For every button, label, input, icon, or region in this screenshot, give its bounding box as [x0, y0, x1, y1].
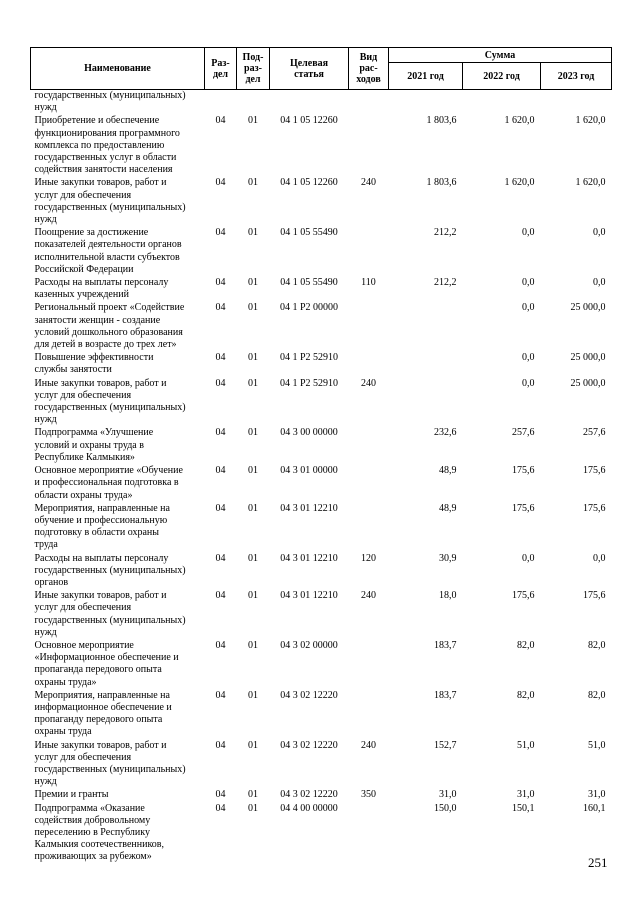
table-row [31, 302, 612, 352]
cell-2021: 212,2 [434, 227, 457, 239]
cell-2021: 152,7 [434, 739, 457, 751]
cell-target: 04 3 00 00000 [280, 427, 338, 439]
cell-2023: 82,0 [588, 639, 606, 651]
cell-podrazdel: 01 [248, 590, 258, 602]
cell-razdel: 04 [215, 227, 226, 239]
page-number: 251 [588, 855, 608, 870]
cell-kind [349, 115, 389, 177]
table-row [31, 503, 612, 553]
cell-podrazdel: 01 [248, 227, 258, 239]
cell-podrazdel: 01 [248, 552, 258, 564]
cell-name: Региональный проект «Содействие занятости женщин - создание условий дошкольного образования для детей в возрасте до трех лет» [34, 302, 185, 351]
cell-2022: 150,1 [512, 802, 535, 814]
cell-2023: 25 000,0 [570, 302, 606, 314]
cell-kind [349, 803, 389, 865]
table-row [31, 378, 612, 428]
cell-target: 04 3 01 12210 [280, 552, 338, 564]
cell-podrazdel: 01 [248, 277, 258, 289]
table-header [31, 48, 612, 90]
cell-podrazdel [237, 90, 270, 116]
cell-kind: 240 [361, 590, 376, 602]
cell-name: Иные закупки товаров, работ и услуг для обеспечения государственных (муниципальных) нужд [34, 377, 186, 426]
cell-razdel: 04 [215, 802, 226, 814]
cell-kind: 240 [361, 177, 376, 189]
cell-kind [349, 302, 389, 352]
cell-kind: 110 [361, 277, 376, 289]
cell-2022: 0,0 [522, 552, 535, 564]
table-row [31, 352, 612, 377]
cell-2021: 48,9 [439, 502, 457, 514]
cell-podrazdel: 01 [248, 802, 258, 814]
cell-2022: 1 620,0 [504, 177, 535, 189]
cell-target: 04 3 01 00000 [280, 465, 338, 477]
cell-2021: 232,6 [434, 427, 457, 439]
cell-2021: 1 803,6 [426, 115, 457, 127]
header-podrazdel: Под- раз- дел [237, 48, 270, 90]
cell-razdel: 04 [215, 427, 226, 439]
header-2022: 2022 год [463, 63, 541, 90]
cell-razdel: 04 [215, 739, 226, 751]
cell-razdel: 04 [215, 639, 226, 651]
header-razdel: Раз- дел [205, 48, 237, 90]
cell-podrazdel: 01 [248, 377, 258, 389]
table-row [31, 590, 612, 640]
cell-2021: 1 803,6 [426, 177, 457, 189]
cell-target: 04 1 05 55490 [280, 277, 338, 289]
cell-podrazdel: 01 [248, 639, 258, 651]
table-row [31, 427, 612, 465]
cell-2023 [541, 90, 612, 116]
cell-2022: 51,0 [517, 739, 535, 751]
cell-2022: 0,0 [522, 227, 535, 239]
cell-podrazdel: 01 [248, 427, 258, 439]
cell-name: Мероприятия, направленные на обучение и профессиональную подготовку в области охраны труда [34, 502, 170, 551]
cell-2022: 175,6 [512, 502, 535, 514]
cell-target: 04 1 P2 00000 [279, 302, 339, 314]
cell-kind [349, 503, 389, 553]
cell-2022: 175,6 [512, 590, 535, 602]
cell-2021: 183,7 [434, 639, 457, 651]
cell-2023: 31,0 [588, 789, 606, 801]
cell-target: 04 3 02 12220 [280, 739, 338, 751]
cell-razdel: 04 [215, 115, 226, 127]
cell-target: 04 3 02 12220 [280, 789, 338, 801]
cell-name: Премии и гранты [34, 789, 109, 801]
cell-2023: 25 000,0 [570, 352, 606, 364]
cell-kind: 240 [361, 739, 376, 751]
cell-target: 04 1 05 55490 [280, 227, 338, 239]
cell-2023: 257,6 [583, 427, 606, 439]
table-row [31, 690, 612, 740]
table-row [31, 553, 612, 591]
cell-name: Иные закупки товаров, работ и услуг для обеспечения государственных (муниципальных) нужд [34, 590, 186, 638]
cell-kind: 350 [361, 789, 376, 801]
cell-2023: 160,1 [583, 802, 606, 814]
cell-2022 [463, 90, 541, 116]
cell-kind [349, 427, 389, 465]
cell-name: Приобретение и обеспечение функционирования программного комплекса по предоставлению государственных услуг в области содействия занятости населения [34, 115, 180, 176]
table-row [31, 803, 612, 865]
cell-podrazdel: 01 [248, 302, 258, 314]
cell-2021: 150,0 [434, 802, 457, 814]
table-row [31, 227, 612, 277]
cell-target: 04 3 02 12220 [280, 689, 338, 701]
cell-razdel: 04 [215, 689, 226, 701]
cell-2023: 51,0 [588, 739, 606, 751]
cell-target: 04 1 P2 52910 [279, 352, 339, 364]
cell-name: Иные закупки товаров, работ и услуг для обеспечения государственных (муниципальных) нужд [34, 739, 186, 788]
cell-2021: 48,9 [439, 465, 457, 477]
cell-target [270, 90, 349, 116]
cell-kind [349, 90, 389, 116]
cell-podrazdel: 01 [248, 352, 258, 364]
cell-2022: 82,0 [517, 689, 535, 701]
cell-podrazdel: 01 [248, 115, 258, 127]
cell-2022: 31,0 [517, 789, 535, 801]
header-target: Целевая статья [270, 48, 349, 90]
cell-razdel: 04 [215, 377, 226, 389]
cell-2022: 0,0 [522, 352, 535, 364]
cell-razdel: 04 [215, 465, 226, 477]
cell-podrazdel: 01 [248, 739, 258, 751]
table-row [31, 90, 612, 116]
cell-razdel: 04 [215, 590, 226, 602]
cell-2023: 175,6 [583, 465, 606, 477]
cell-razdel: 04 [215, 352, 226, 364]
cell-name: Расходы на выплаты персоналу государственных (муниципальных) органов [34, 552, 186, 588]
cell-2022: 175,6 [512, 465, 535, 477]
cell-name: Подпрограмма «Оказание содействия добровольному переселению в Республику Калмыкия соотечественников, проживающих за рубежом» [34, 802, 165, 863]
cell-razdel: 04 [215, 177, 226, 189]
cell-podrazdel: 01 [248, 502, 258, 514]
cell-2023: 1 620,0 [575, 115, 606, 127]
table-body [31, 90, 612, 865]
cell-name: Мероприятия, направленные на информационное обеспечение и пропаганду передового опыта охраны труда [34, 689, 172, 738]
table-row [31, 740, 612, 790]
cell-razdel: 04 [215, 502, 226, 514]
cell-target: 04 4 00 00000 [280, 802, 338, 814]
cell-name: Поощрение за достижение показателей деятельности органов исполнительной власти субъектов Российской Федерации [34, 227, 182, 275]
cell-name: Иные закупки товаров, работ и услуг для обеспечения государственных (муниципальных) нужд [34, 177, 186, 226]
cell-razdel: 04 [215, 302, 226, 314]
cell-2022: 82,0 [517, 639, 535, 651]
cell-2023: 1 620,0 [575, 177, 606, 189]
cell-2021: 31,0 [439, 789, 457, 801]
cell-2022: 0,0 [522, 302, 535, 314]
cell-podrazdel: 01 [248, 689, 258, 701]
cell-2021: 30,9 [439, 552, 457, 564]
cell-2021 [389, 90, 463, 116]
cell-2023: 0,0 [593, 227, 606, 239]
cell-2023: 82,0 [588, 689, 606, 701]
cell-2021: 18,0 [439, 590, 457, 602]
cell-podrazdel: 01 [248, 465, 258, 477]
cell-2022: 0,0 [522, 377, 535, 389]
cell-target: 04 1 P2 52910 [279, 377, 339, 389]
table-row [31, 465, 612, 503]
budget-table [30, 47, 612, 865]
cell-kind [349, 227, 389, 277]
header-sum: Сумма [389, 48, 612, 63]
cell-kind [349, 640, 389, 690]
cell-name: государственных (муниципальных) нужд [34, 90, 186, 114]
table-row [31, 789, 612, 802]
header-name: Наименование [31, 48, 205, 90]
cell-2021 [389, 378, 463, 428]
cell-2023: 25 000,0 [570, 377, 606, 389]
cell-podrazdel: 01 [248, 789, 258, 801]
cell-target: 04 3 01 12210 [280, 502, 338, 514]
table-row [31, 277, 612, 302]
cell-2023: 175,6 [583, 590, 606, 602]
cell-kind [349, 690, 389, 740]
cell-2023: 0,0 [593, 277, 606, 289]
header-kind: Вид рас- ходов [349, 48, 389, 90]
cell-podrazdel: 01 [248, 177, 258, 189]
cell-target: 04 1 05 12260 [280, 177, 338, 189]
cell-target: 04 3 02 00000 [280, 639, 338, 651]
cell-kind: 120 [361, 552, 376, 564]
cell-name: Подпрограмма «Улучшение условий и охраны труда в Республике Калмыкия» [34, 427, 154, 463]
cell-name: Основное мероприятие «Информационное обеспечение и пропаганда передового опыта охраны труда» [34, 639, 179, 688]
cell-name: Повышение эффективности службы занятости [34, 352, 154, 376]
cell-target: 04 3 01 12210 [280, 590, 338, 602]
cell-2021: 212,2 [434, 277, 457, 289]
cell-razdel: 04 [215, 552, 226, 564]
cell-2022: 1 620,0 [504, 115, 535, 127]
cell-kind [349, 465, 389, 503]
cell-razdel: 04 [215, 789, 226, 801]
cell-target: 04 1 05 12260 [280, 115, 338, 127]
cell-razdel [205, 90, 237, 116]
cell-2021 [389, 352, 463, 377]
cell-2021 [389, 302, 463, 352]
cell-2022: 257,6 [512, 427, 535, 439]
cell-razdel: 04 [215, 277, 226, 289]
cell-2023: 0,0 [593, 552, 606, 564]
cell-kind: 240 [361, 377, 376, 389]
header-2021: 2021 год [389, 63, 463, 90]
cell-kind [349, 352, 389, 377]
table-row [31, 177, 612, 227]
header-2023: 2023 год [541, 63, 612, 90]
cell-name: Расходы на выплаты персоналу казенных учреждений [34, 277, 169, 301]
cell-2023: 175,6 [583, 502, 606, 514]
cell-2021: 183,7 [434, 689, 457, 701]
table-row [31, 115, 612, 177]
cell-2022: 0,0 [522, 277, 535, 289]
table-row [31, 640, 612, 690]
cell-name: Основное мероприятие «Обучение и профессиональная подготовка в области охраны труда» [34, 465, 183, 501]
